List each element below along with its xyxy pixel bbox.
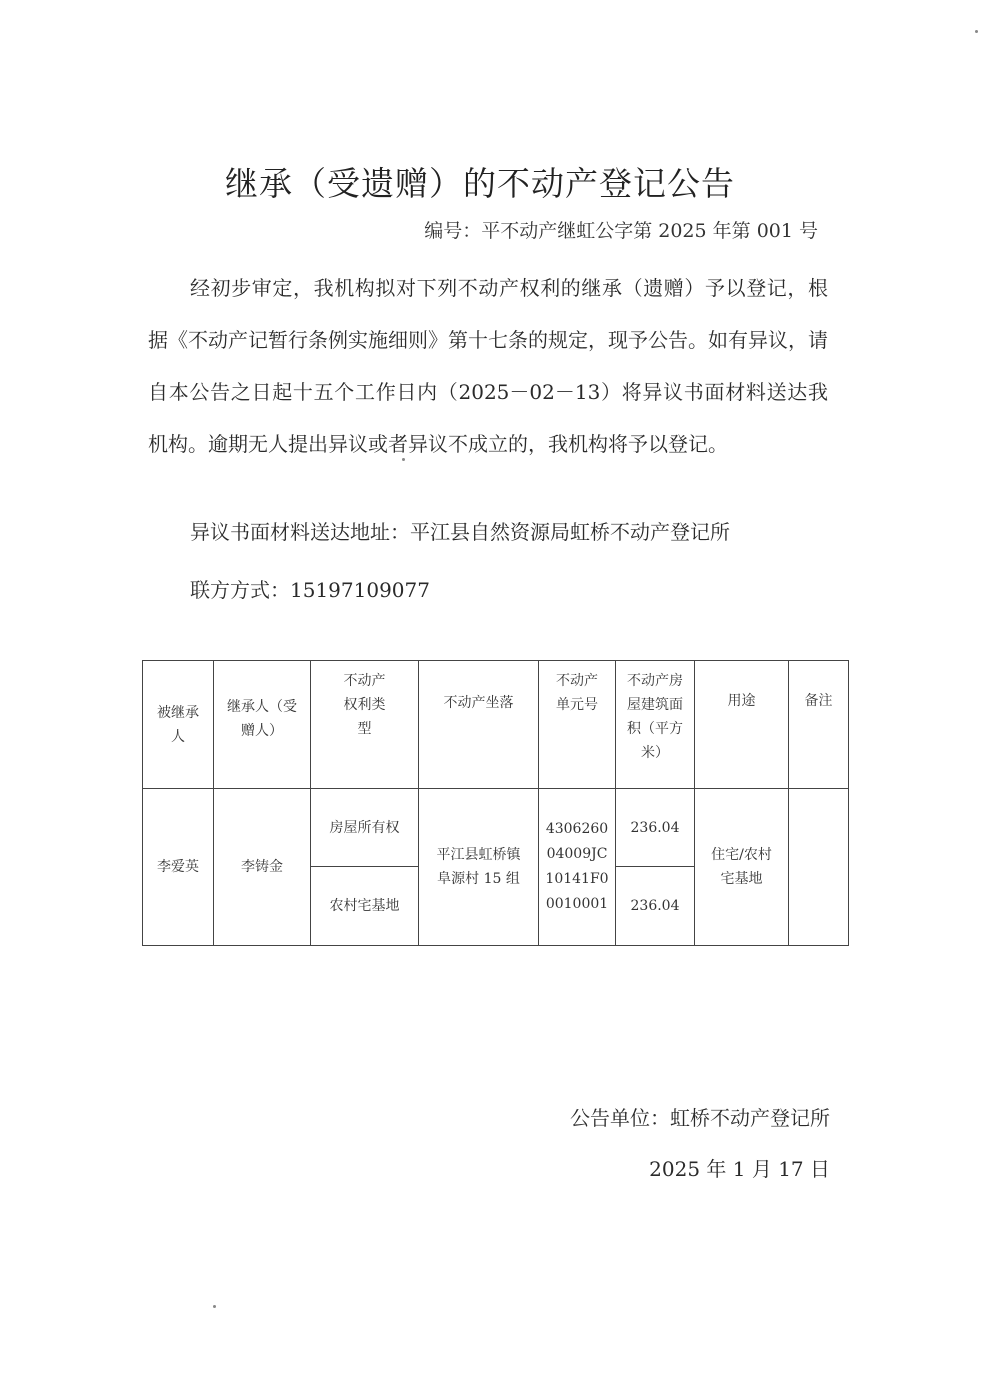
scan-speck bbox=[975, 30, 978, 33]
header-location: 不动产坐落 bbox=[419, 661, 539, 789]
header-remark: 备注 bbox=[789, 661, 849, 789]
table-row bbox=[143, 789, 849, 867]
cell-right-type-land: 农村宅基地 bbox=[311, 867, 419, 946]
notice-title: 继承（受遗赠）的不动产登记公告 bbox=[225, 164, 735, 203]
issue-date: 2025 年 1 月 17 日 bbox=[649, 1157, 830, 1181]
scan-speck bbox=[213, 1305, 216, 1308]
header-decedent: 被继承人 bbox=[143, 661, 214, 789]
cell-right-type-house: 房屋所有权 bbox=[311, 789, 419, 867]
cell-area-land: 236.04 bbox=[616, 867, 695, 946]
header-unit-number: 不动产单元号 bbox=[539, 661, 616, 789]
cell-area-house: 236.04 bbox=[616, 789, 695, 867]
cell-decedent: 李爱英 bbox=[143, 789, 214, 946]
contact-info: 联方方式：15197109077 bbox=[190, 578, 430, 602]
cell-unit-number: 430626004009JC10141F00010001 bbox=[539, 789, 616, 946]
header-right-type: 不动产权利类型 bbox=[311, 661, 419, 789]
cell-location: 平江县虹桥镇阜源村 15 组 bbox=[419, 789, 539, 946]
registration-table bbox=[142, 660, 849, 946]
cell-heir: 李铸金 bbox=[214, 789, 311, 946]
cell-remark bbox=[789, 789, 849, 946]
document-number: 编号：平不动产继虹公字第 2025 年第 001 号 bbox=[424, 220, 818, 242]
header-heir: 继承人（受赠人） bbox=[214, 661, 311, 789]
notice-body: 经初步审定，我机构拟对下列不动产权利的继承（遗赠）予以登记，根据《不动产记暂行条例实施细则》第十七条的规定，现予公告。如有异议，请自本公告之日起十五个工作日内（2025－02－13）将异议书面材料送达我机构。逾期无人提出异议或者异议不成立的，我机构将予以登记。 bbox=[148, 276, 828, 456]
table-header-row bbox=[143, 661, 849, 789]
header-area: 不动产房屋建筑面积（平方米） bbox=[616, 661, 695, 789]
issuing-unit: 公告单位：虹桥不动产登记所 bbox=[570, 1106, 830, 1130]
objection-address: 异议书面材料送达地址：平江县自然资源局虹桥不动产登记所 bbox=[190, 520, 730, 544]
header-usage: 用途 bbox=[695, 661, 789, 789]
scan-speck bbox=[402, 458, 405, 461]
cell-usage: 住宅/农村宅基地 bbox=[695, 789, 789, 946]
